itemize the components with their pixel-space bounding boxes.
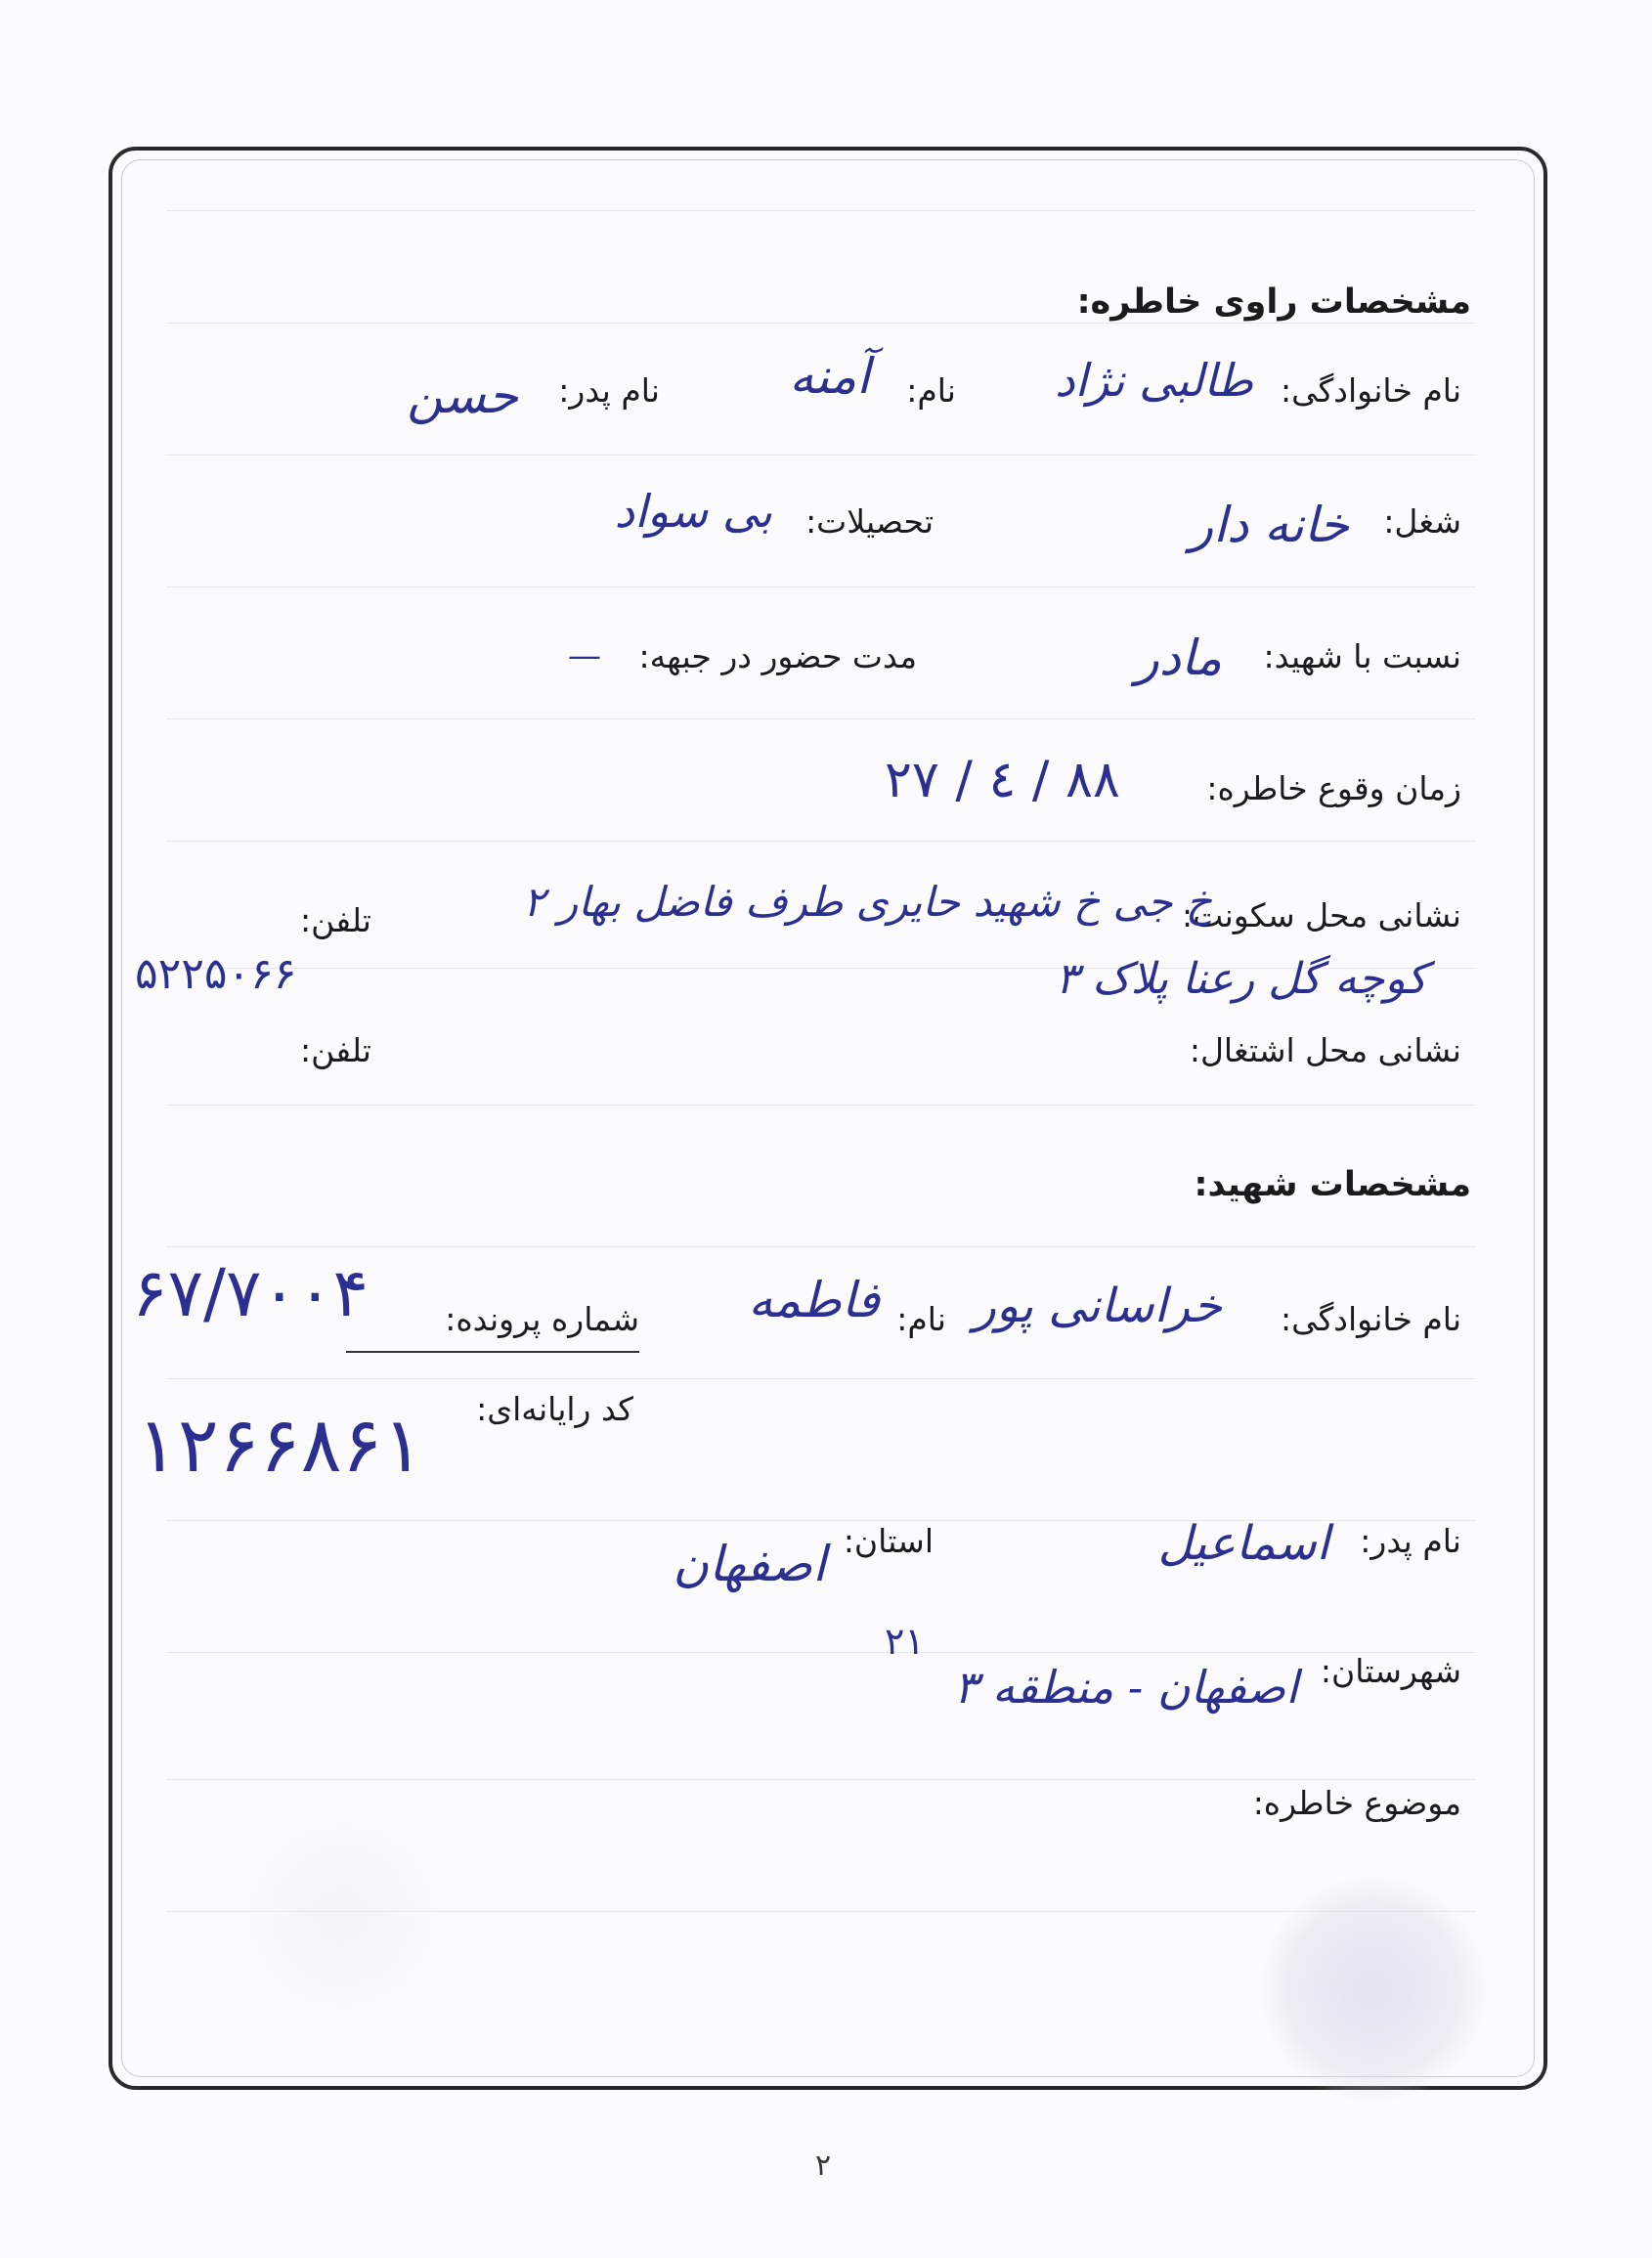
narrator-front-duration-value: — — [568, 636, 601, 675]
narrator-front-duration-label: مدت حضور در جبهه: — [638, 637, 917, 675]
martyr-file-number-value: ۶۷/۷۰۰۴ — [132, 1255, 370, 1332]
narrator-education-value: بی سواد — [614, 485, 772, 538]
narrator-home-address-label: نشانی محل سکونت: — [1182, 896, 1461, 934]
narrator-relation-value: مادر — [1135, 630, 1222, 686]
martyr-first-name-label: نام: — [896, 1300, 946, 1338]
martyr-father-name-label: نام پدر: — [1360, 1522, 1461, 1560]
narrator-family-name-label: نام خانوادگی: — [1280, 371, 1461, 410]
martyr-memory-subject-label: موضوع خاطره: — [1252, 1784, 1461, 1822]
martyr-father-name-value: اسماعیل — [1157, 1516, 1329, 1571]
narrator-first-name-label: نام: — [906, 371, 956, 410]
fingerprint-mark-faint — [244, 1818, 440, 2014]
narrator-memory-date-value: ۲۷ / ٤ / ۸۸ — [885, 751, 1120, 809]
narrator-heading: مشخصات راوی خاطره: — [1076, 282, 1471, 322]
narrator-home-address-line1: خ جی خ شهید حایری طرف فاضل بهار ۲ — [523, 878, 1212, 926]
martyr-computer-code-value: ۱۲۶۶۸۶۱ — [137, 1402, 424, 1490]
martyr-province-label: استان: — [843, 1522, 934, 1560]
narrator-family-name-value: طالبی نژاد — [1055, 354, 1253, 407]
narrator-occupation-label: شغل: — [1383, 502, 1461, 541]
narrator-education-label: تحصیلات: — [805, 502, 934, 541]
narrator-memory-date-label: زمان وقوع خاطره: — [1206, 769, 1461, 807]
martyr-family-name-value: خراسانی پور — [973, 1279, 1222, 1333]
narrator-occupation-value: خانه دار — [1189, 497, 1349, 553]
narrator-home-address-line2: کوچه گل رعنا پلاک ۳ — [1055, 954, 1427, 1004]
narrator-first-name-value: آمنه — [789, 348, 870, 405]
martyr-first-name-value: فاطمه — [748, 1272, 880, 1328]
narrator-home-phone-label: تلفن: — [299, 901, 371, 939]
martyr-file-number-label: شماره پرونده: — [445, 1300, 639, 1338]
narrator-father-name-label: نام پدر: — [558, 371, 660, 410]
narrator-relation-label: نسبت با شهید: — [1263, 637, 1461, 675]
martyr-city-value-superscript: ۲۱ — [885, 1620, 925, 1663]
fingerprint-mark — [1261, 1877, 1486, 2102]
martyr-city-label: شهرستان: — [1320, 1652, 1461, 1690]
file-number-underline — [346, 1351, 639, 1353]
page-number: ۲ — [815, 2149, 832, 2183]
martyr-computer-code-label: کد رایانه‌ای: — [476, 1390, 633, 1428]
martyr-city-value: اصفهان - منطقه ۳ — [953, 1661, 1298, 1714]
narrator-home-phone-value: ۵۲۲۵۰۶۶ — [135, 949, 297, 999]
martyr-family-name-label: نام خانوادگی: — [1280, 1300, 1461, 1338]
narrator-work-address-label: نشانی محل اشتغال: — [1189, 1031, 1461, 1069]
narrator-work-phone-label: تلفن: — [299, 1031, 371, 1069]
martyr-heading: مشخصات شهید: — [1194, 1165, 1471, 1204]
narrator-father-name-value: حسن — [407, 368, 518, 424]
martyr-province-value: اصفهان — [673, 1536, 826, 1592]
